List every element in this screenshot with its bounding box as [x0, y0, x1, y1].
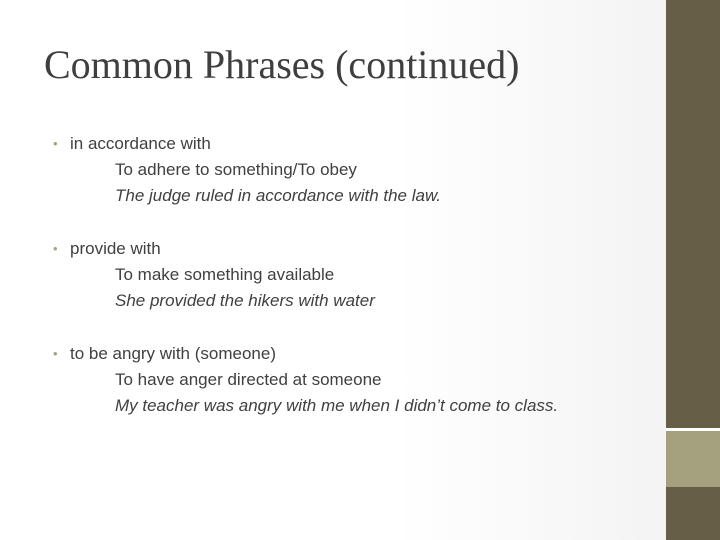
- bullet-icon: •: [53, 346, 58, 361]
- side-bar-accent-block: [666, 431, 720, 487]
- phrase-example: She provided the hikers with water: [115, 291, 375, 310]
- phrase-text: to be angry with (someone): [70, 344, 276, 363]
- bullet-icon: •: [53, 241, 58, 256]
- phrase-definition: To adhere to something/To obey: [115, 160, 357, 179]
- phrase-list: [52, 131, 612, 446]
- slide-title: Common Phrases (continued): [44, 42, 520, 87]
- list-item: [52, 341, 612, 419]
- phrase-text: provide with: [70, 239, 161, 258]
- phrase-example: The judge ruled in accordance with the law.: [115, 186, 442, 205]
- list-item: [52, 131, 612, 209]
- phrase-definition: To make something available: [115, 265, 335, 284]
- bullet-icon: •: [53, 136, 58, 151]
- list-item: [52, 236, 612, 314]
- phrase-text: in accordance with: [70, 134, 211, 153]
- phrase-example: My teacher was angry with me when I didn’t come to class.: [115, 396, 559, 415]
- phrase-definition: To have anger directed at someone: [115, 370, 382, 389]
- decorative-side-bar: [666, 0, 720, 540]
